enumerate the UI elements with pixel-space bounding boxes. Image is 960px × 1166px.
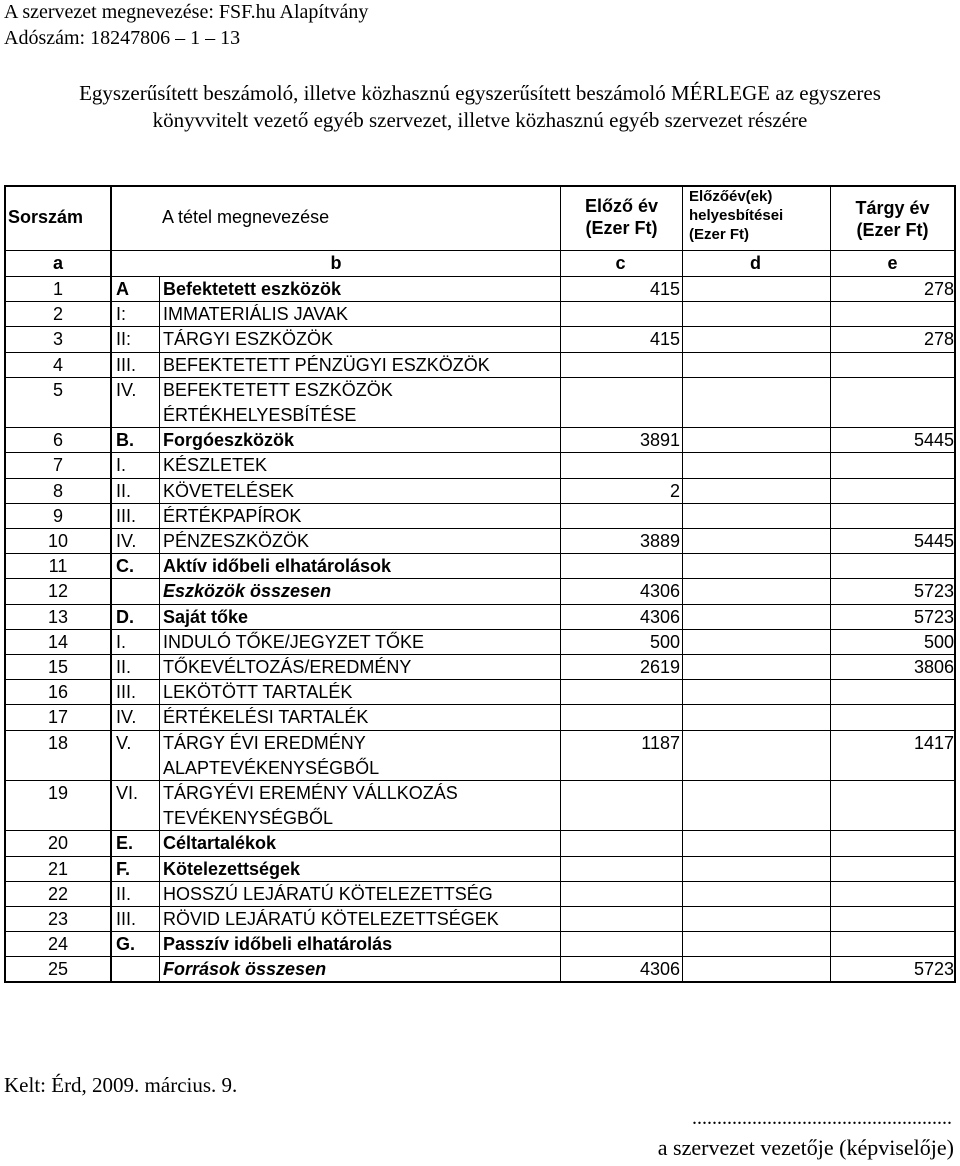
row-letter: VI. — [110, 781, 159, 830]
row-current-year: 5723 — [830, 605, 954, 629]
row-name-line1: Saját tőke — [163, 606, 249, 627]
col-label-c: c — [560, 251, 682, 276]
row-current-year: 5445 — [830, 529, 954, 553]
row-letter: G. — [110, 932, 159, 956]
row-letter — [110, 957, 159, 981]
row-prev-year — [560, 705, 682, 729]
row-letter: A — [110, 277, 159, 301]
row-name-line1: ÉRTÉKPAPÍROK — [163, 505, 302, 526]
row-correction — [682, 353, 830, 377]
row-current-year: 1417 — [830, 731, 954, 780]
row-name-line1: Passzív időbeli elhatárolás — [163, 934, 393, 955]
table-row — [6, 578, 954, 603]
row-name-line1: LEKÖTÖTT TARTALÉK — [163, 682, 353, 703]
row-correction — [682, 302, 830, 326]
row-prev-year — [560, 882, 682, 906]
row-number: 2 — [52, 304, 63, 325]
row-number: 9 — [52, 505, 63, 526]
row-name — [159, 504, 560, 528]
row-prev-year — [560, 932, 682, 956]
table-row — [6, 326, 954, 351]
table-row — [6, 881, 954, 906]
row-name — [159, 579, 560, 603]
row-current-year — [830, 453, 954, 477]
row-letter: IV. — [110, 529, 159, 553]
col-header-cur — [830, 187, 954, 250]
table-row — [6, 276, 954, 301]
row-prev-year — [560, 302, 682, 326]
row-correction — [682, 378, 830, 427]
row-name-line2: TEVÉKENYSÉGBŐL — [163, 808, 334, 828]
table-row — [6, 830, 954, 855]
row-current-year — [830, 353, 954, 377]
row-letter: B. — [110, 428, 159, 452]
table-row — [6, 478, 954, 503]
row-name-line2: ALAPTEVÉKENYSÉGBŐL — [163, 757, 380, 778]
row-current-year — [830, 554, 954, 578]
row-letter: D. — [110, 605, 159, 629]
row-number: 10 — [47, 531, 69, 551]
document-title — [0, 80, 960, 134]
row-name-line1: BEFEKTETETT PÉNZÜGYI ESZKÖZÖK — [163, 354, 490, 375]
row-current-year — [830, 932, 954, 956]
row-name-line1: TÁRGYI ESZKÖZÖK — [163, 329, 334, 350]
row-prev-year — [560, 907, 682, 931]
row-prev-year: 3891 — [560, 428, 682, 452]
row-number: 8 — [52, 480, 63, 501]
table-row — [6, 730, 954, 780]
table-row — [6, 427, 954, 452]
row-correction — [682, 479, 830, 503]
tax-number-line: Adószám: 18247806 – 1 – 13 — [4, 27, 241, 49]
row-current-year — [830, 781, 954, 830]
row-current-year: 500 — [830, 630, 954, 654]
row-letter: V. — [110, 731, 159, 780]
balance-sheet-table — [4, 185, 956, 983]
row-current-year: 278 — [830, 277, 954, 301]
row-name-line1: TÁRGY ÉVI EREDMÉNY — [163, 732, 366, 753]
row-name-line1: BEFEKTETETT ESZKÖZÖK — [163, 379, 393, 400]
row-number: 7 — [52, 455, 63, 476]
row-correction — [682, 831, 830, 855]
row-name — [159, 957, 560, 981]
row-name-line2: ÉRTÉKHELYESBÍTÉSE — [163, 404, 357, 425]
row-name-line1: PÉNZESZKÖZÖK — [163, 531, 310, 551]
table-row — [6, 704, 954, 729]
row-name — [159, 605, 560, 629]
organization-name-line: A szervezet megnevezése: FSF.hu Alapítvány — [4, 1, 369, 23]
row-correction — [682, 504, 830, 528]
row-number: 18 — [47, 732, 69, 753]
row-prev-year: 415 — [560, 327, 682, 351]
row-letter: I: — [110, 302, 159, 326]
col-header-prev — [560, 187, 682, 250]
table-row — [6, 956, 954, 981]
row-number: 20 — [47, 833, 69, 854]
row-letter: E. — [110, 831, 159, 855]
table-row — [6, 604, 954, 629]
col-label-d: d — [682, 251, 830, 276]
row-name — [159, 907, 560, 931]
place-date: Kelt: Érd, 2009. március. 9. — [4, 1073, 238, 1097]
row-correction — [682, 554, 830, 578]
row-letter: I. — [110, 630, 159, 654]
table-row — [6, 452, 954, 477]
row-number: 12 — [47, 581, 69, 602]
row-name-line1: HOSSZÚ LEJÁRATÚ KÖTELEZETTSÉG — [163, 883, 493, 904]
table-row — [6, 780, 954, 830]
row-name — [159, 302, 560, 326]
row-letter: III. — [110, 353, 159, 377]
row-number: 4 — [52, 354, 63, 375]
row-name-line1: Céltartalékok — [163, 833, 277, 854]
row-prev-year — [560, 378, 682, 427]
row-current-year — [830, 680, 954, 704]
col-header-cur-line2: (Ezer Ft) — [856, 220, 929, 240]
row-name-line1: TÁRGYÉVI EREMÉNY VÁLLKOZÁS — [163, 783, 458, 803]
row-name — [159, 353, 560, 377]
row-number: 22 — [47, 883, 69, 904]
col-label-e: e — [830, 251, 954, 276]
row-number: 21 — [47, 858, 69, 879]
row-correction — [682, 857, 830, 881]
row-correction — [682, 327, 830, 351]
col-header-corr-line3: (Ezer Ft) — [689, 226, 749, 243]
row-prev-year — [560, 453, 682, 477]
row-letter: III. — [110, 907, 159, 931]
row-prev-year — [560, 504, 682, 528]
row-prev-year: 415 — [560, 277, 682, 301]
col-header-corr-line2: helyesbítései — [689, 207, 784, 224]
row-name — [159, 453, 560, 477]
title-line-1: Egyszerűsített beszámoló, illetve közhasznú egyszerűsített beszámoló MÉRLEGE az egyszeres — [79, 81, 881, 105]
row-current-year — [830, 831, 954, 855]
row-name — [159, 731, 560, 780]
col-label-a: a — [52, 253, 63, 273]
row-letter: II: — [110, 327, 159, 351]
row-name — [159, 857, 560, 881]
row-name-line1: TŐKEVÉLTOZÁS/EREDMÉNY — [163, 657, 412, 677]
row-current-year: 5445 — [830, 428, 954, 452]
row-number: 23 — [47, 909, 69, 929]
row-number: 14 — [47, 631, 69, 652]
row-correction — [682, 605, 830, 629]
row-name — [159, 781, 560, 830]
row-name — [159, 428, 560, 452]
row-name-line1: INDULÓ TŐKE/JEGYZET TŐKE — [163, 631, 425, 652]
row-name-line1: Kötelezettségek — [163, 858, 301, 879]
row-number: 16 — [47, 682, 69, 703]
table-row — [6, 553, 954, 578]
row-prev-year — [560, 857, 682, 881]
row-current-year — [830, 302, 954, 326]
signature-line: .................................................... — [692, 1107, 952, 1129]
table-row — [6, 629, 954, 654]
row-correction — [682, 907, 830, 931]
row-name — [159, 378, 560, 427]
row-number: 15 — [47, 657, 69, 677]
row-letter: III. — [110, 504, 159, 528]
col-header-corr-line1: Előzőév(ek) — [689, 188, 773, 205]
table-row — [6, 654, 954, 679]
row-current-year — [830, 378, 954, 427]
table-row — [6, 931, 954, 956]
row-number: 25 — [47, 959, 69, 980]
col-header-sorszam: Sorszám — [8, 207, 84, 227]
row-letter — [110, 579, 159, 603]
row-correction — [682, 529, 830, 553]
row-name-line1: Aktív időbeli elhatárolások — [163, 556, 392, 577]
row-letter: C. — [110, 554, 159, 578]
row-number: 24 — [47, 934, 69, 955]
row-name-line1: KÉSZLETEK — [163, 455, 268, 476]
table-row — [6, 503, 954, 528]
row-current-year — [830, 907, 954, 931]
row-letter: F. — [110, 857, 159, 881]
row-name-line1: KÖVETELÉSEK — [163, 480, 295, 501]
row-number: 6 — [52, 430, 63, 451]
row-name — [159, 277, 560, 301]
row-prev-year: 1187 — [560, 731, 682, 780]
row-number: 11 — [48, 556, 68, 577]
row-correction — [682, 731, 830, 780]
table-row — [6, 856, 954, 881]
row-name-line1: ÉRTÉKELÉSI TARTALÉK — [163, 707, 369, 728]
row-name — [159, 705, 560, 729]
row-current-year — [830, 479, 954, 503]
title-line-2: könyvvitelt vezető egyéb szervezet, illetve közhasznú egyéb szervezet részére — [152, 108, 808, 132]
row-number: 17 — [47, 707, 69, 728]
table-row — [6, 906, 954, 931]
row-correction — [682, 781, 830, 830]
row-correction — [682, 932, 830, 956]
row-name-line1: Források összesen — [163, 959, 327, 980]
row-number: 13 — [47, 606, 69, 627]
row-current-year — [830, 705, 954, 729]
table-header-row — [6, 187, 954, 250]
row-name — [159, 831, 560, 855]
row-name — [159, 479, 560, 503]
row-number: 3 — [52, 329, 63, 350]
table-row — [6, 301, 954, 326]
row-prev-year: 500 — [560, 630, 682, 654]
row-name — [159, 327, 560, 351]
row-current-year — [830, 882, 954, 906]
row-name — [159, 882, 560, 906]
row-name — [159, 655, 560, 679]
row-correction — [682, 705, 830, 729]
row-letter: II. — [110, 655, 159, 679]
row-prev-year: 4306 — [560, 605, 682, 629]
row-name — [159, 554, 560, 578]
row-name-line1: Forgóeszközök — [163, 430, 295, 451]
row-prev-year: 4306 — [560, 579, 682, 603]
row-letter: IV. — [110, 705, 159, 729]
row-prev-year: 3889 — [560, 529, 682, 553]
col-header-name: A tétel megnevezése — [110, 187, 560, 250]
col-header-corr — [682, 187, 830, 250]
row-number: 1 — [52, 279, 63, 299]
row-prev-year: 2619 — [560, 655, 682, 679]
row-letter: III. — [110, 680, 159, 704]
row-letter: II. — [110, 882, 159, 906]
row-correction — [682, 630, 830, 654]
row-correction — [682, 579, 830, 603]
table-row — [6, 352, 954, 377]
row-prev-year — [560, 353, 682, 377]
row-correction — [682, 428, 830, 452]
row-name-line1: Eszközök összesen — [163, 581, 332, 602]
row-prev-year — [560, 554, 682, 578]
row-name — [159, 630, 560, 654]
row-letter: II. — [110, 479, 159, 503]
col-header-prev-line2: (Ezer Ft) — [585, 218, 658, 238]
row-current-year: 5723 — [830, 957, 954, 981]
row-current-year: 3806 — [830, 655, 954, 679]
col-header-prev-line1: Előző év — [584, 196, 659, 216]
row-name — [159, 932, 560, 956]
row-number: 5 — [52, 379, 63, 400]
col-label-b: b — [110, 251, 560, 276]
row-name — [159, 680, 560, 704]
table-row — [6, 377, 954, 427]
row-name — [159, 529, 560, 553]
row-name-line1: Befektetett eszközök — [163, 279, 342, 299]
row-prev-year — [560, 680, 682, 704]
row-prev-year — [560, 781, 682, 830]
row-correction — [682, 680, 830, 704]
table-row — [6, 679, 954, 704]
row-prev-year: 2 — [560, 479, 682, 503]
row-correction — [682, 957, 830, 981]
row-correction — [682, 277, 830, 301]
col-header-cur-line1: Tárgy év — [855, 198, 930, 218]
row-current-year — [830, 504, 954, 528]
row-letter: IV. — [110, 378, 159, 427]
row-current-year: 278 — [830, 327, 954, 351]
row-correction — [682, 882, 830, 906]
row-name-line1: IMMATERIÁLIS JAVAK — [163, 304, 349, 325]
row-current-year: 5723 — [830, 579, 954, 603]
row-number: 19 — [47, 783, 69, 803]
row-prev-year — [560, 831, 682, 855]
row-prev-year: 4306 — [560, 957, 682, 981]
row-correction — [682, 453, 830, 477]
row-letter: I. — [110, 453, 159, 477]
row-correction — [682, 655, 830, 679]
table-row — [6, 528, 954, 553]
column-letter-row — [6, 250, 954, 276]
row-current-year — [830, 857, 954, 881]
signature-caption: a szervezet vezetője (képviselője) — [657, 1135, 954, 1160]
row-name-line1: RÖVID LEJÁRATÚ KÖTELEZETTSÉGEK — [163, 909, 499, 929]
